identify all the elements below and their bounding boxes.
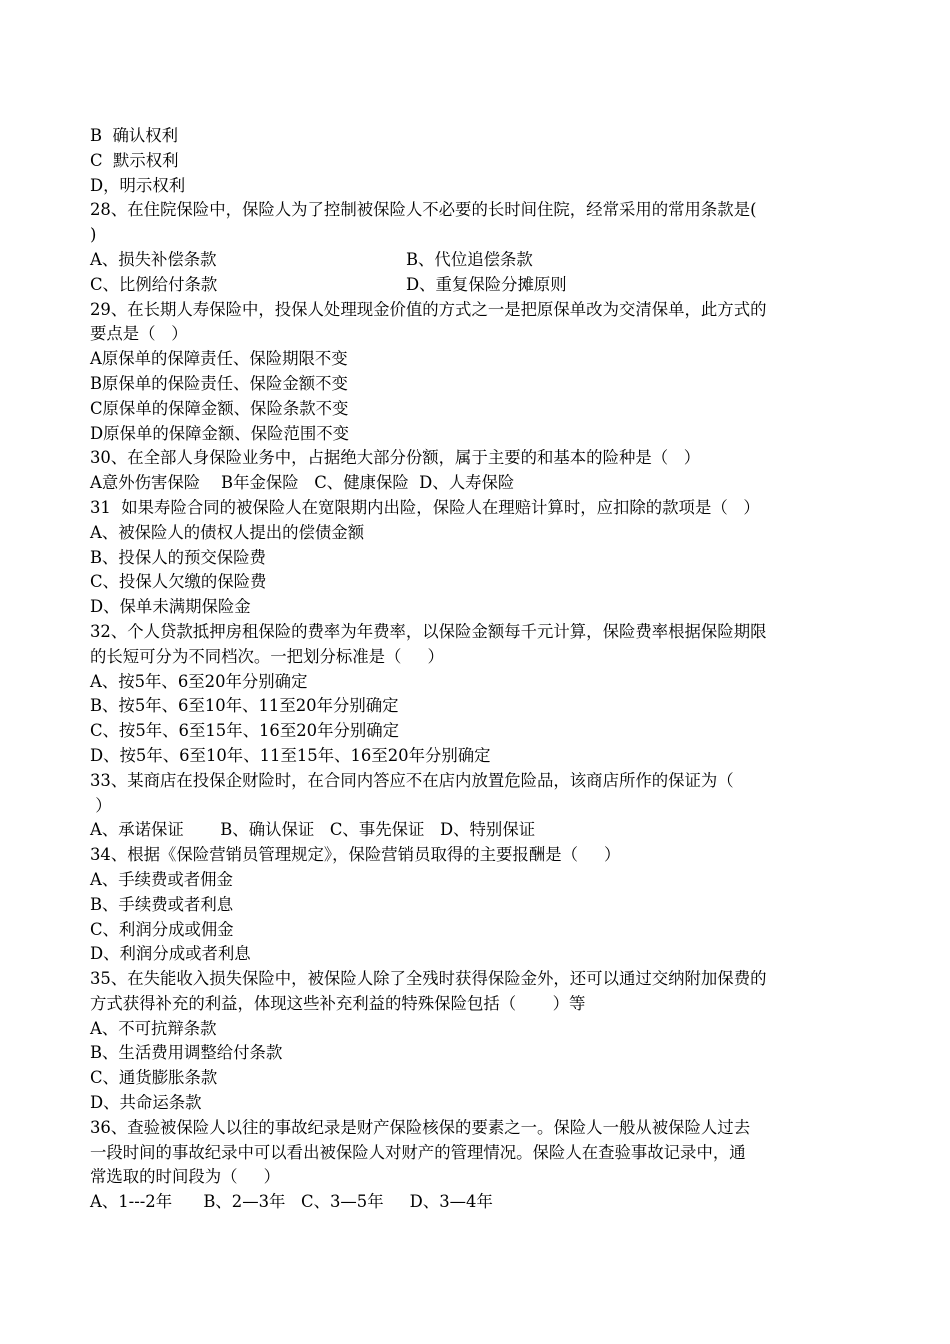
text-line: C、投保人欠缴的保险费 — [90, 572, 267, 592]
text-line: B原保单的保险责任、保险金额不变 — [90, 373, 348, 393]
option-left: A、损失补偿条款 — [90, 249, 217, 269]
text-line: D、利润分成或者利息 — [90, 944, 251, 964]
text-line: A、手续费或者佣金 — [90, 869, 233, 889]
text-line: 30、在全部人身保险业务中，占据绝大部分份额，属于主要的和基本的险种是（ ） — [90, 448, 701, 468]
text-line: 31 如果寿险合同的被保险人在宽限期内出险，保险人在理赔计算时，应扣除的款项是（ ） — [90, 497, 760, 517]
text-line — [90, 248, 862, 273]
text-line: C、利润分成或佣金 — [90, 919, 234, 939]
document-body — [90, 124, 862, 1215]
text-line: A、1---2年 B、2—3年 C、3—5年 D、3—4年 — [90, 1192, 493, 1212]
text-line: 的长短可分为不同档次。一把划分标准是（ ） — [90, 646, 444, 666]
text-line: 29、在长期人寿保险中，投保人处理现金价值的方式之一是把原保单改为交清保单，此方式的 — [90, 299, 767, 319]
text-line: A意外伤害保险 B年金保险 C、健康保险 D、人寿保险 — [90, 473, 515, 493]
text-line: 34、根据《保险营销员管理规定》，保险营销员取得的主要报酬是（ ） — [90, 845, 621, 865]
text-line: B、生活费用调整给付条款 — [90, 1043, 283, 1063]
text-line: ） — [90, 795, 112, 815]
text-line — [90, 273, 862, 298]
text-line: A、被保险人的债权人提出的偿债金额 — [90, 522, 365, 542]
text-line: B、按5年、6至10年、11至20年分别确定 — [90, 696, 399, 716]
text-line: C 默示权利 — [90, 150, 179, 170]
text-line: D，明示权利 — [90, 175, 186, 195]
text-line: 常选取的时间段为（ ） — [90, 1167, 280, 1187]
text-line: D、共命运条款 — [90, 1093, 202, 1113]
text-line: C、通货膨胀条款 — [90, 1068, 218, 1088]
text-line: 方式获得补充的利益，体现这些补充利益的特殊保险包括（ ）等 — [90, 993, 586, 1013]
text-line: C原保单的保障金额、保险条款不变 — [90, 398, 349, 418]
text-line: B 确认权利 — [90, 126, 179, 145]
text-line: ) — [90, 225, 97, 245]
text-line: 32、个人贷款抵押房租保险的费率为年费率，以保险金额每千元计算，保险费率根据保险期限 — [90, 621, 767, 641]
text-line: 33、某商店在投保企财险时，在合同内答应不在店内放置危险品，该商店所作的保证为（ — [90, 770, 734, 790]
text-line: A、承诺保证 B、确认保证 C、事先保证 D、特别保证 — [90, 820, 536, 840]
text-line: A、不可抗辩条款 — [90, 1018, 217, 1038]
text-line: 一段时间的事故纪录中可以看出被保险人对财产的管理情况。保险人在查验事故记录中，通 — [90, 1142, 746, 1162]
text-line: 35、在失能收入损失保险中，被保险人除了全残时获得保险金外，还可以通过交纳附加保费的 — [90, 969, 767, 989]
text-line: A原保单的保障责任、保险期限不变 — [90, 349, 348, 369]
text-line: D、按5年、6至10年、11至15年、16至20年分别确定 — [90, 745, 491, 765]
text-line: 28、在住院保险中，保险人为了控制被保险人不必要的长时间住院，经常采用的常用条款是( — [90, 200, 757, 220]
text-line: D、保单未满期保险金 — [90, 597, 251, 617]
option-left: C、比例给付条款 — [90, 274, 218, 294]
text-line: 要点是（ ） — [90, 324, 188, 344]
text-line: A、按5年、6至20年分别确定 — [90, 671, 308, 691]
text-line: 36、查验被保险人以往的事故纪录是财产保险核保的要素之一。保险人一般从被保险人过去 — [90, 1117, 751, 1137]
text-line: C、按5年、6至15年、16至20年分别确定 — [90, 721, 400, 741]
text-line: D原保单的保障金额、保险范围不变 — [90, 423, 349, 443]
option-right: D、重复保险分摊原则 — [406, 274, 567, 294]
text-line: B、手续费或者利息 — [90, 894, 234, 914]
option-right: B、代位追偿条款 — [406, 249, 533, 269]
text-line: B、投保人的预交保险费 — [90, 547, 266, 567]
